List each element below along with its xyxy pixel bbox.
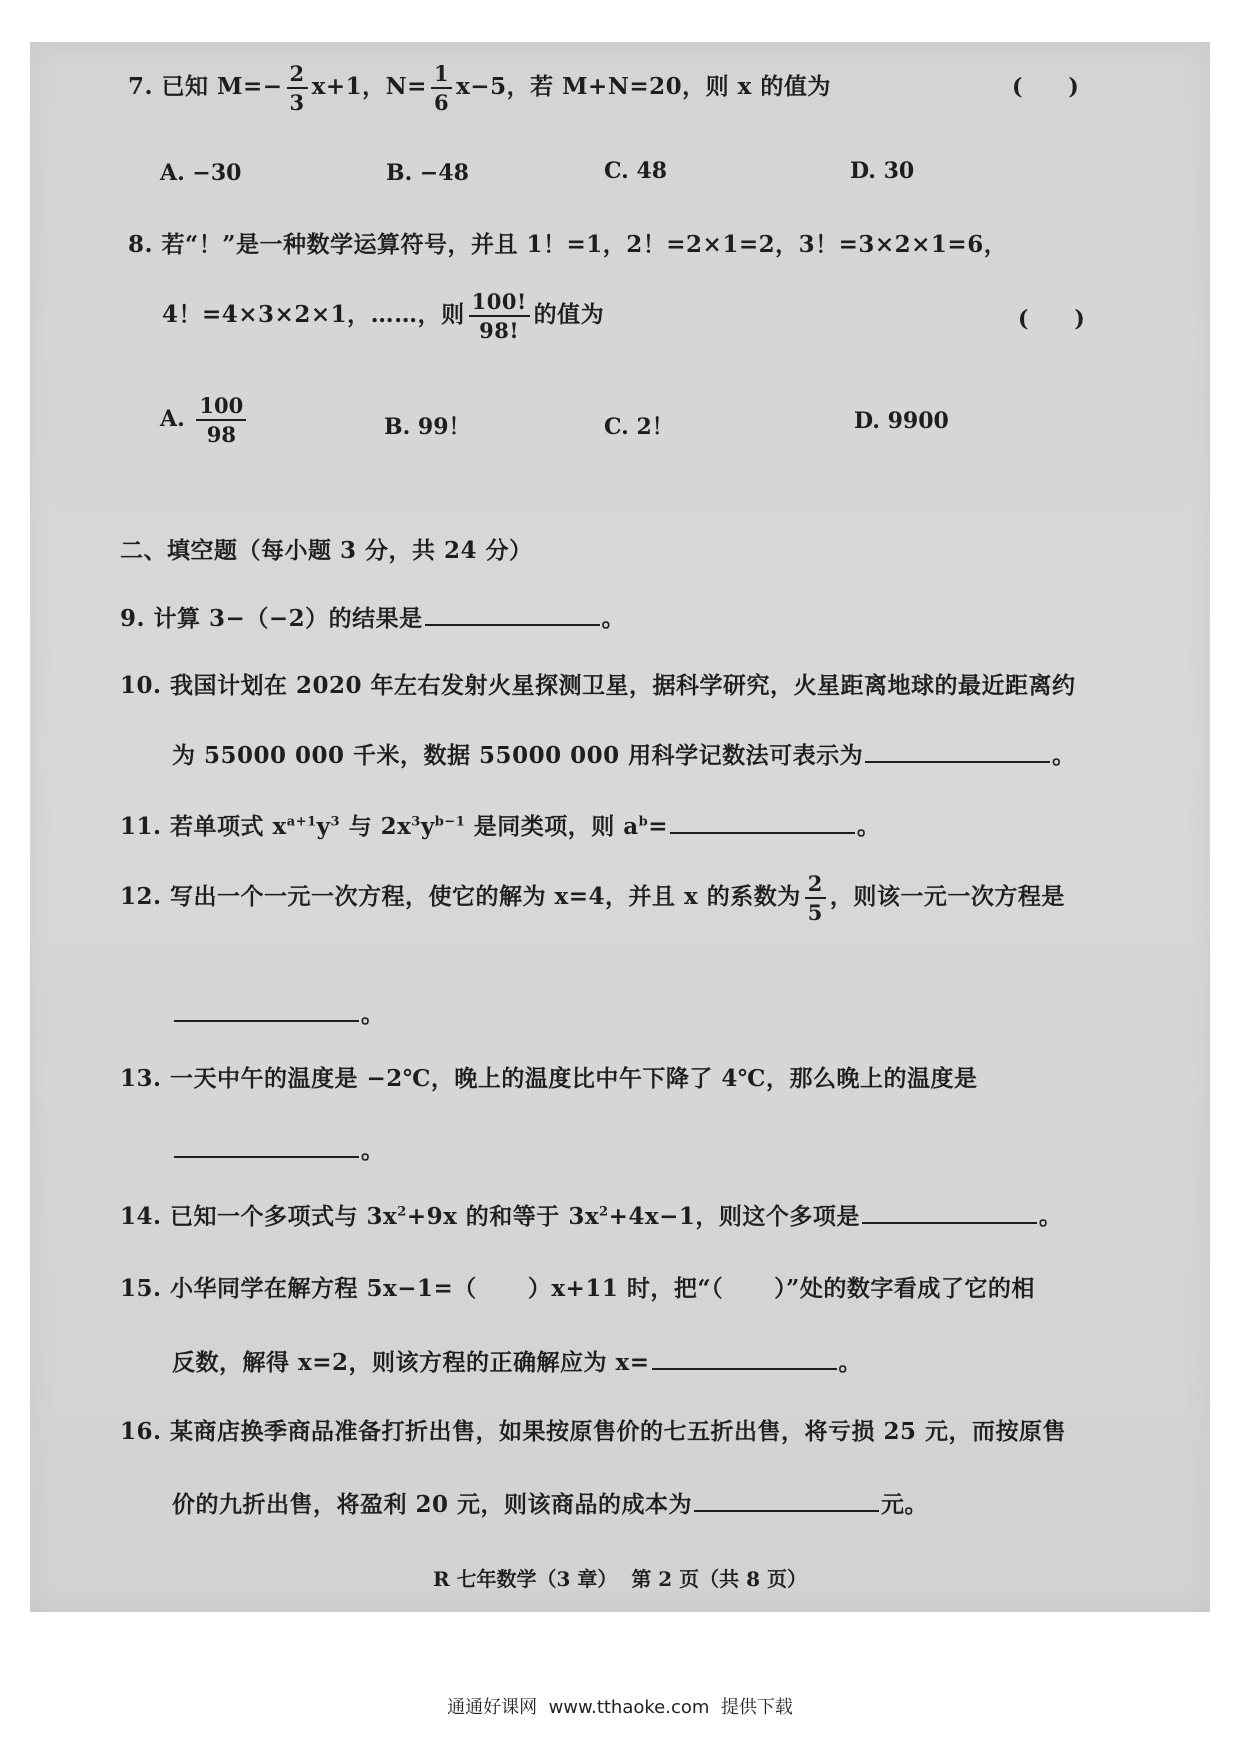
- option-b: B. 99！: [384, 414, 471, 440]
- option-a: A. $\frac{100}{98}$: [160, 394, 250, 446]
- fraction: $\frac{2}{3}$: [287, 62, 308, 114]
- question-12: 12. 写出一个一元一次方程，使它的解为 x=4，并且 x 的系数为 $\frac{2}{5}$ ，则该一元一次方程是: [120, 871, 1065, 926]
- question-7: 7. 已知 M=− $\frac{2}{3}$ x+1，N= $\frac{1}{6}$ x−5，若 M+N=20，则 x 的值为: [128, 61, 831, 116]
- option-d: D. 9900: [854, 408, 949, 434]
- section-title: 二、填空题（每小题 3 分，共 24 分）: [120, 537, 533, 564]
- question-number: 15.: [120, 1275, 162, 1302]
- answer-blank[interactable]: [174, 1134, 359, 1158]
- question-number: 16.: [120, 1418, 162, 1445]
- answer-blank[interactable]: [652, 1346, 837, 1370]
- question-10-line2: 为 55000 000 千米，数据 55000 000 用科学记数法可表示为 。: [172, 737, 1076, 770]
- answer-blank[interactable]: [425, 602, 600, 626]
- answer-blank[interactable]: [694, 1488, 879, 1512]
- option-b: B. −48: [386, 160, 469, 186]
- answer-paren: ( ): [1012, 74, 1079, 100]
- answer-blank[interactable]: [862, 1200, 1037, 1224]
- question-number: 10.: [120, 672, 162, 699]
- option-a: A. −30: [160, 160, 242, 186]
- question-number: 8.: [128, 231, 154, 258]
- question-number: 9.: [120, 605, 146, 632]
- option-c: C. 2！: [604, 414, 674, 440]
- source-credit: 通通好课网 www.tthaoke.com 提供下载: [447, 1697, 793, 1718]
- answer-paren: ( ): [1018, 306, 1085, 332]
- question-12-answer-line: 。: [172, 996, 385, 1029]
- question-number: 11.: [120, 813, 162, 840]
- question-15-line2: 反数，解得 x=2，则该方程的正确解应为 x= 。: [172, 1344, 862, 1377]
- question-number: 13.: [120, 1065, 162, 1092]
- question-number: 7.: [128, 73, 154, 101]
- question-9: 9. 计算 3−（−2）的结果是 。: [120, 600, 625, 633]
- question-11: 11. 若单项式 $x^{a+1}y^3$ 与 $2x^3y^{b-1}$ 是同类项，则 $a^b=$ 。: [120, 808, 881, 841]
- fraction: $\frac{100!}{98!}$: [469, 290, 530, 342]
- fraction: $\frac{1}{6}$: [431, 62, 452, 114]
- fraction: $\frac{2}{5}$: [805, 872, 826, 924]
- question-15-line1: 15. 小华同学在解方程 5x−1=（ ）x+11 时，把“（ ）”处的数字看成了它的相: [120, 1275, 1035, 1302]
- answer-blank[interactable]: [174, 998, 359, 1022]
- question-16-line1: 16. 某商店换季商品准备打折出售，如果按原售价的七五折出售，将亏损 25 元，而按原售: [120, 1418, 1067, 1445]
- question-13: 13. 一天中午的温度是 −2℃，晚上的温度比中午下降了 4℃，那么晚上的温度是: [120, 1065, 978, 1092]
- question-8-line2: 4！=4×3×2×1，……，则 $\frac{100!}{98!}$ 的值为: [162, 289, 605, 344]
- question-14: 14. 已知一个多项式与 $3x^2+9x$ 的和等于 $3x^2+4x-1$，则这个多项是 。: [120, 1198, 1062, 1231]
- question-number: 14.: [120, 1203, 162, 1230]
- question-8-line1: 8. 若“！”是一种数学运算符号，并且 1！=1，2！=2×1=2，3！=3×2×1=6，: [128, 231, 1008, 258]
- answer-blank[interactable]: [865, 739, 1050, 763]
- question-16-line2: 价的九折出售，将盈利 20 元，则该商品的成本为 元。: [172, 1486, 928, 1519]
- question-13-answer-line: 。: [172, 1132, 385, 1165]
- page-footer: R 七年数学（3 章） 第 2 页（共 8 页）: [432, 1567, 808, 1591]
- option-d: D. 30: [850, 158, 915, 184]
- fraction: $\frac{100}{98}$: [196, 394, 246, 446]
- answer-blank[interactable]: [670, 810, 855, 834]
- question-number: 12.: [120, 883, 162, 911]
- option-c: C. 48: [604, 158, 668, 184]
- question-10-line1: 10. 我国计划在 2020 年左右发射火星探测卫星，据科学研究，火星距离地球的最近距离约: [120, 672, 1076, 699]
